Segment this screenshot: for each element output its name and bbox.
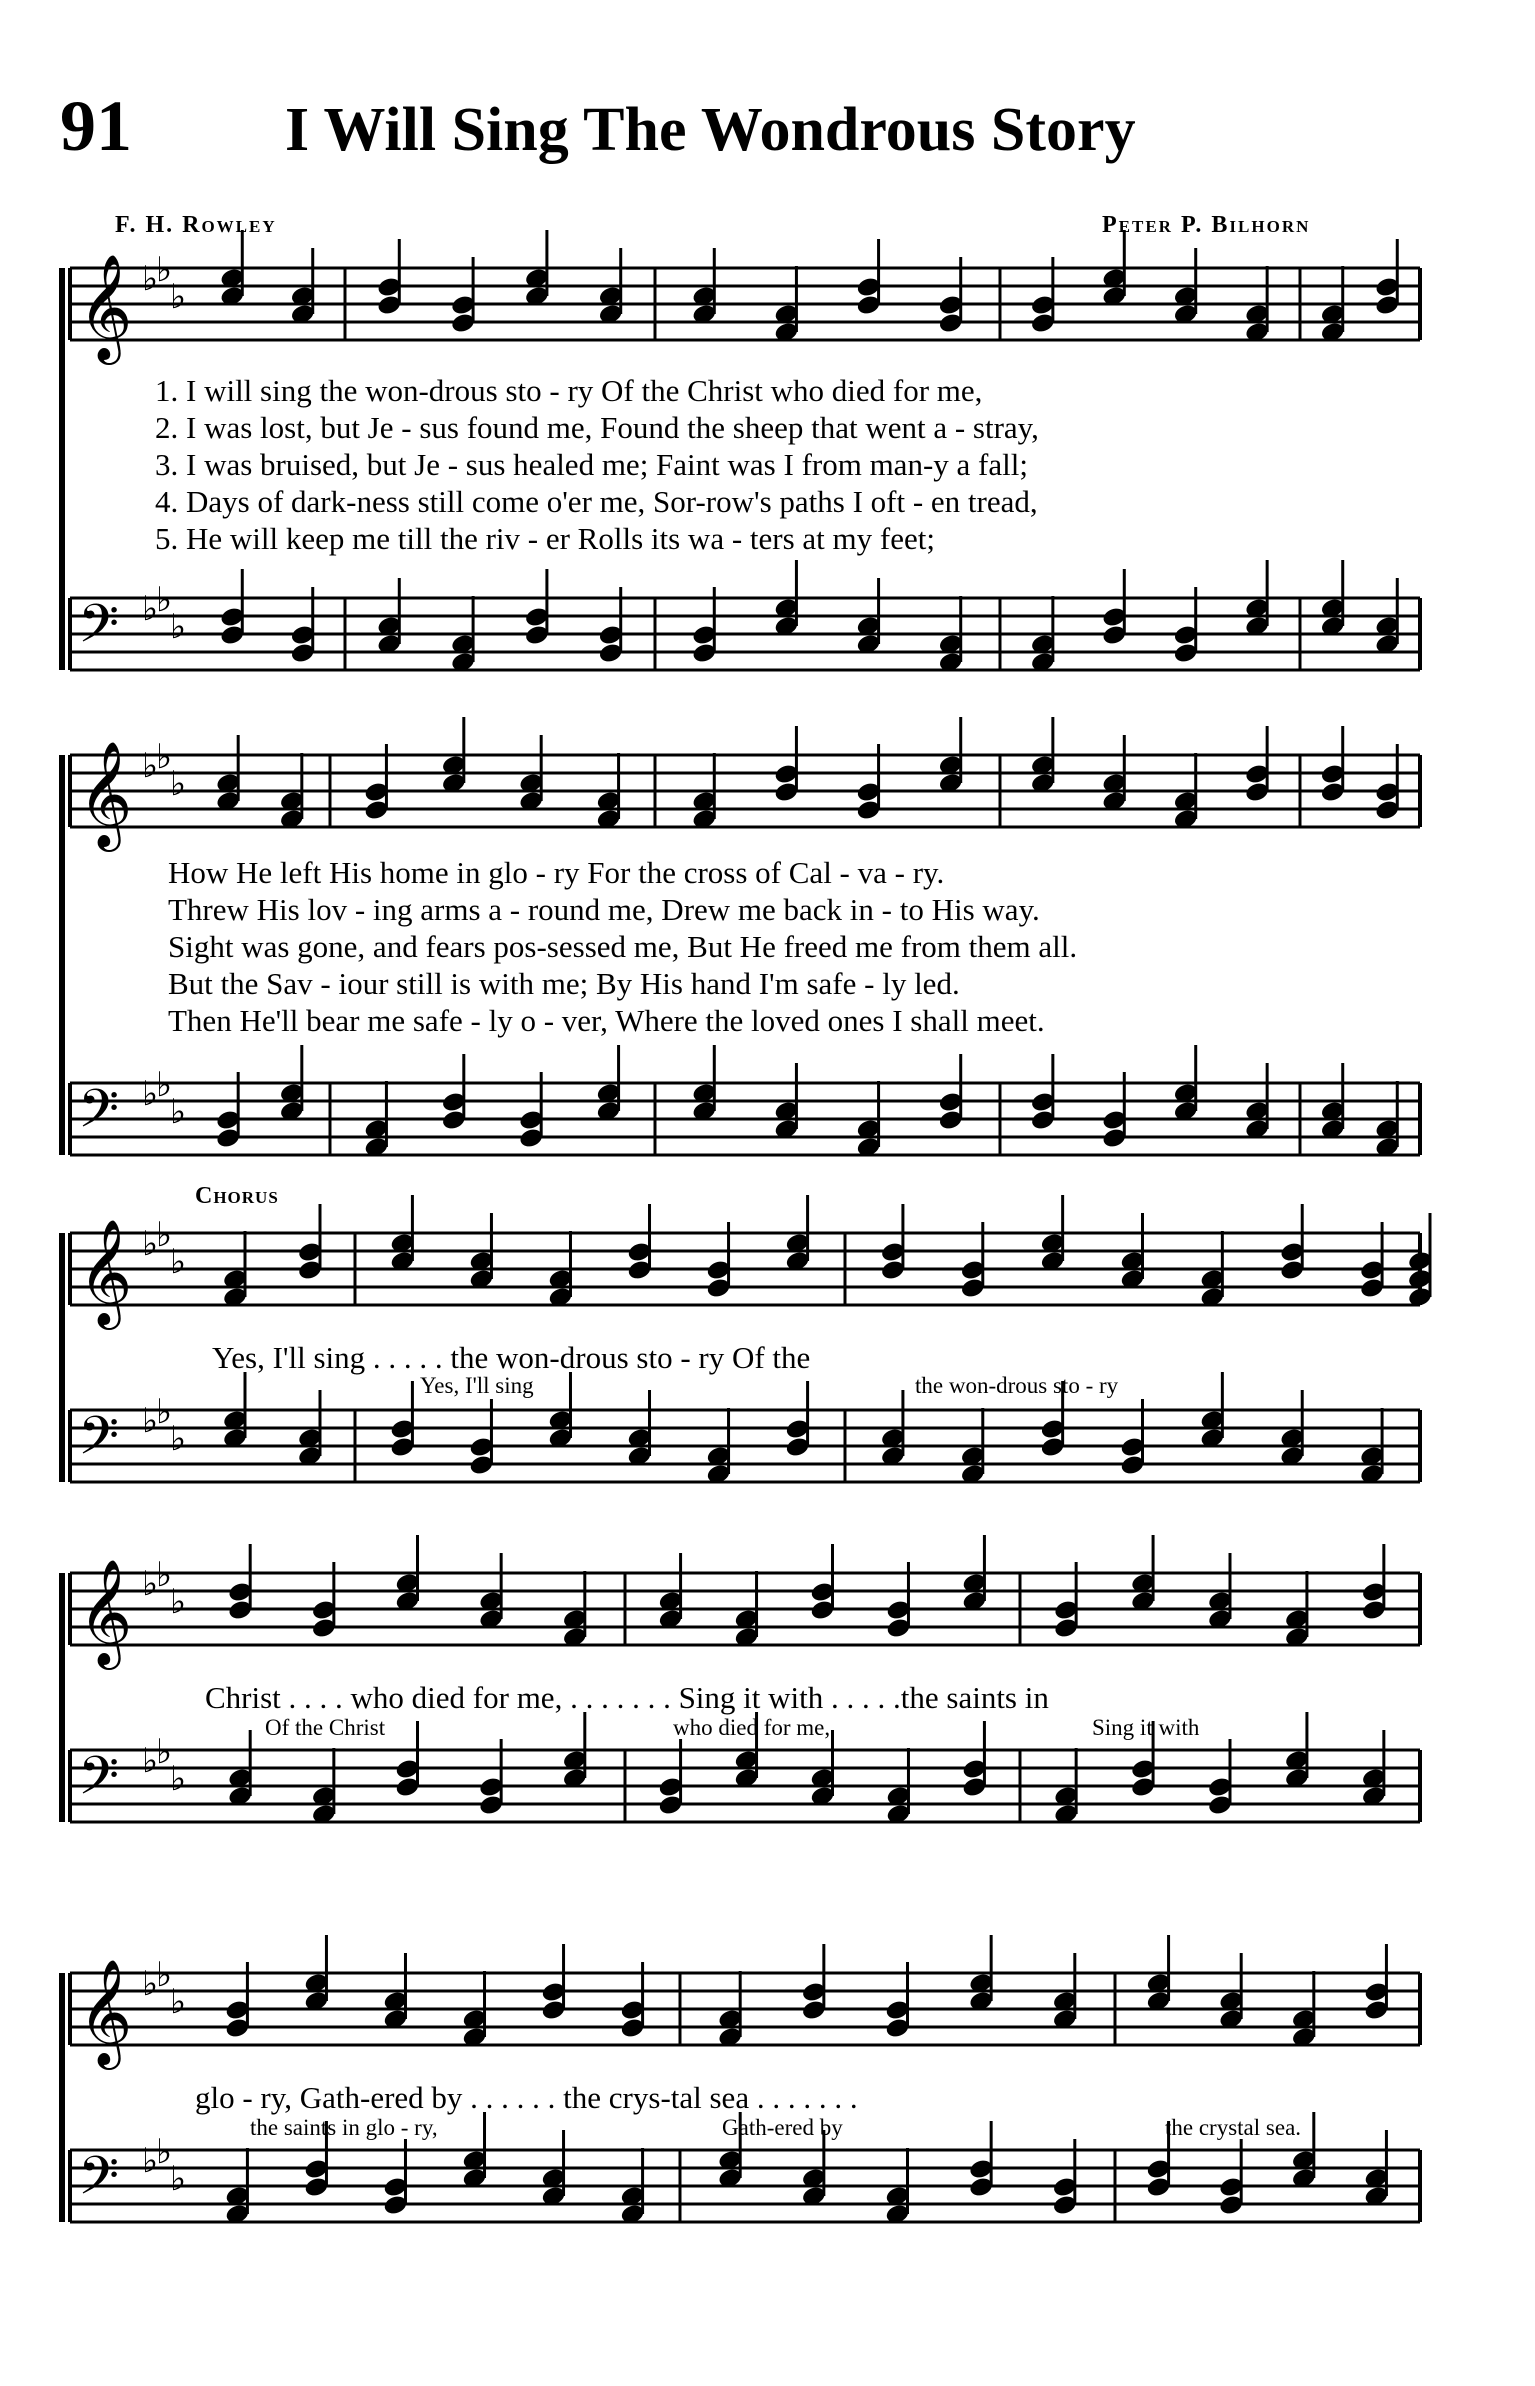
- verse-4-line-1: 4. Days of dark-ness still come o'er me, Sor-row's paths I oft - en tread,: [155, 484, 1038, 519]
- flat-icon: ♭: [156, 1215, 173, 1255]
- treble-clef-icon: 𝄞: [78, 1558, 133, 1665]
- verse-5-line-1: 5. He will keep me till the riv - er Rolls its wa - ters at my feet;: [155, 521, 935, 556]
- flat-icon: ♭: [170, 607, 187, 647]
- chorus-line-2-bass-c: Sing it with: [1092, 1715, 1200, 1740]
- verse-1-line-1: 1. I will sing the won-drous sto - ry Of the Christ who died for me,: [155, 373, 983, 408]
- verse-1-line-2: How He left His home in glo - ry For the cross of Cal - va - ry.: [168, 855, 945, 890]
- chorus-line-3-bass-b: Gath-ered by: [722, 2115, 843, 2140]
- chorus-line-3-bass-c: the crystal sea.: [1165, 2115, 1302, 2140]
- flat-icon: ♭: [170, 1759, 187, 1799]
- chorus-line-1-bass-b: the won-drous sto - ry: [915, 1373, 1119, 1398]
- chorus-line-1: Yes, I'll sing . . . . . the won-drous sto - ry Of the: [212, 1340, 811, 1375]
- chorus-line-2-bass-b: who died for me,: [673, 1715, 831, 1740]
- flat-icon: ♭: [156, 1732, 173, 1772]
- flat-icon: ♭: [170, 1242, 187, 1282]
- treble-clef-icon: 𝄞: [78, 253, 133, 360]
- flat-icon: ♭: [156, 2132, 173, 2172]
- flat-icon: ♭: [142, 259, 159, 299]
- verse-2-line-2: Threw His lov - ing arms a - round me, Drew me back in - to His way.: [168, 892, 1040, 927]
- chorus-line-3-bass-a: the saints in glo - ry,: [250, 2115, 438, 2140]
- flat-icon: ♭: [142, 1224, 159, 1264]
- flat-icon: ♭: [156, 1392, 173, 1432]
- verse-5-line-2: Then He'll bear me safe - ly o - ver, Where the loved ones I shall meet.: [168, 1003, 1045, 1038]
- composer-credit: Peter P. Bilhorn: [1102, 212, 1311, 238]
- chorus-line-3: glo - ry, Gath-ered by . . . . . . the crys-tal sea . . . . . . .: [195, 2080, 858, 2115]
- flat-icon: ♭: [142, 1741, 159, 1781]
- verse-3-line-2: Sight was gone, and fears pos-sessed me, But He freed me from them all.: [168, 929, 1078, 964]
- verse-3-line-1: 3. I was bruised, but Je - sus healed me; Faint was I from man-y a fall;: [155, 447, 1028, 482]
- flat-icon: ♭: [156, 1555, 173, 1595]
- flat-icon: ♭: [142, 1074, 159, 1114]
- flat-icon: ♭: [170, 1582, 187, 1622]
- flat-icon: ♭: [170, 1982, 187, 2022]
- lyricist-credit: F. H. Rowley: [115, 212, 277, 238]
- flat-icon: ♭: [156, 580, 173, 620]
- bass-clef-icon: 𝄢: [78, 1746, 120, 1820]
- treble-clef-icon: 𝄞: [78, 1958, 133, 2065]
- chorus-line-1-bass-a: Yes, I'll sing: [420, 1373, 534, 1398]
- treble-clef-icon: 𝄞: [78, 1218, 133, 1325]
- flat-icon: ♭: [156, 1065, 173, 1105]
- verse-2-line-1: 2. I was lost, but Je - sus found me, Found the sheep that went a - stray,: [155, 410, 1039, 445]
- bass-clef-icon: 𝄢: [78, 1079, 120, 1153]
- flat-icon: ♭: [170, 277, 187, 317]
- flat-icon: ♭: [156, 737, 173, 777]
- flat-icon: ♭: [156, 1955, 173, 1995]
- chorus-label: Chorus: [195, 1183, 279, 1209]
- hymn-number: 91: [60, 86, 132, 166]
- flat-icon: ♭: [170, 1092, 187, 1132]
- flat-icon: ♭: [142, 746, 159, 786]
- flat-icon: ♭: [142, 1401, 159, 1441]
- bass-clef-icon: 𝄢: [78, 2146, 120, 2220]
- hymn-title: I Will Sing The Wondrous Story: [285, 96, 1136, 164]
- chorus-line-2: Christ . . . . who died for me, . . . . . . . Sing it with . . . . .the saints in: [205, 1680, 1049, 1715]
- treble-clef-icon: 𝄞: [78, 740, 133, 847]
- flat-icon: ♭: [142, 2141, 159, 2181]
- flat-icon: ♭: [170, 764, 187, 804]
- flat-icon: ♭: [142, 1964, 159, 2004]
- flat-icon: ♭: [156, 250, 173, 290]
- bass-clef-icon: 𝄢: [78, 1406, 120, 1480]
- chorus-line-2-bass-a: Of the Christ: [265, 1715, 386, 1740]
- flat-icon: ♭: [142, 1564, 159, 1604]
- flat-icon: ♭: [142, 589, 159, 629]
- verse-4-line-2: But the Sav - iour still is with me; By His hand I'm safe - ly led.: [168, 966, 960, 1001]
- flat-icon: ♭: [170, 2159, 187, 2199]
- bass-clef-icon: 𝄢: [78, 594, 120, 668]
- flat-icon: ♭: [170, 1419, 187, 1459]
